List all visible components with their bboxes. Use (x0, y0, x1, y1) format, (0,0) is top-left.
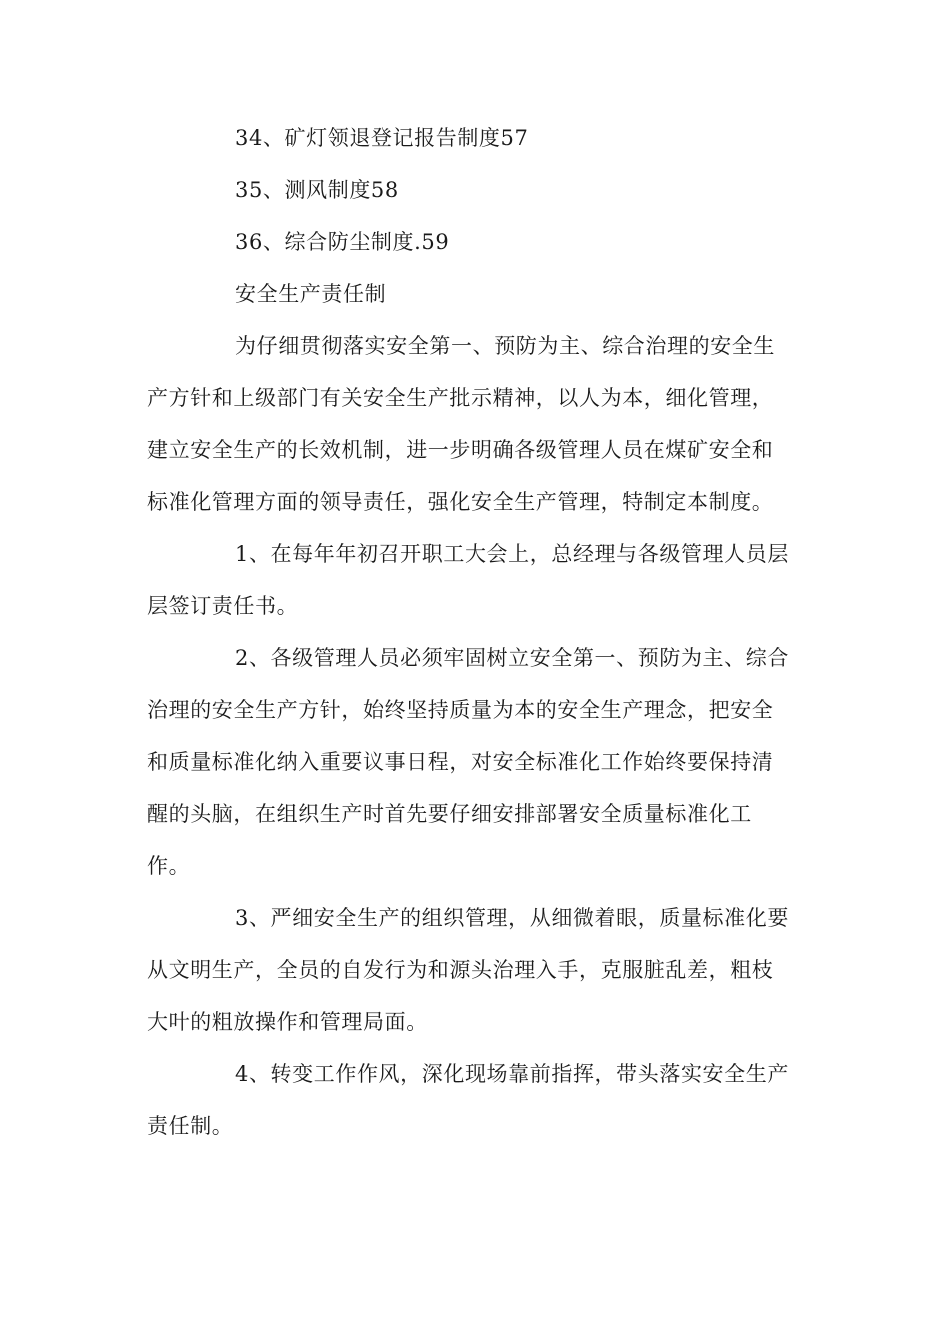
paragraph-line: 产方针和上级部门有关安全生产批示精神，以人为本，细化管理， (147, 386, 774, 410)
paragraph-line: 为仔细贯彻落实安全第一、预防为主、综合治理的安全生 (235, 334, 775, 358)
item-paragraph-1 (147, 528, 812, 632)
paragraph-line: 责任制。 (147, 1114, 234, 1138)
intro-paragraph (147, 320, 812, 528)
document-body (147, 112, 812, 1152)
paragraph-line: 层签订责任书。 (147, 594, 299, 618)
paragraph-line: 3、严细安全生产的组织管理，从细微着眼，质量标准化要 (235, 906, 789, 930)
paragraph-line: 2、各级管理人员必须牢固树立安全第一、预防为主、综合 (235, 646, 789, 670)
paragraph-line: 醒的头脑，在组织生产时首先要仔细安排部署安全质量标准化工 (147, 802, 752, 826)
paragraph-line: 4、转变工作作风，深化现场靠前指挥，带头落实安全生产 (235, 1062, 789, 1086)
paragraph-line: 标准化管理方面的领导责任，强化安全生产管理，特制定本制度。 (147, 490, 774, 514)
paragraph-line: 作。 (147, 854, 191, 878)
item-paragraph-3 (147, 892, 812, 1048)
toc-entry-36: 36、综合防尘制度.59 (235, 230, 450, 254)
paragraph-line: 大叶的粗放操作和管理局面。 (147, 1010, 428, 1034)
paragraph-line: 1、在每年年初召开职工大会上，总经理与各级管理人员层 (235, 542, 789, 566)
paragraph-line: 和质量标准化纳入重要议事日程，对安全标准化工作始终要保持清 (147, 750, 774, 774)
section-title: 安全生产责任制 (235, 282, 387, 306)
paragraph-line: 从文明生产，全员的自发行为和源头治理入手，克服脏乱差，粗枝 (147, 958, 774, 982)
paragraph-line: 建立安全生产的长效机制，进一步明确各级管理人员在煤矿安全和 (147, 438, 774, 462)
paragraph-line: 治理的安全生产方针，始终坚持质量为本的安全生产理念，把安全 (147, 698, 774, 722)
toc-entry-34: 34、矿灯领退登记报告制度57 (235, 126, 529, 150)
item-paragraph-2 (147, 632, 812, 892)
item-paragraph-4 (147, 1048, 812, 1152)
toc-entry-35: 35、测风制度58 (235, 178, 399, 202)
